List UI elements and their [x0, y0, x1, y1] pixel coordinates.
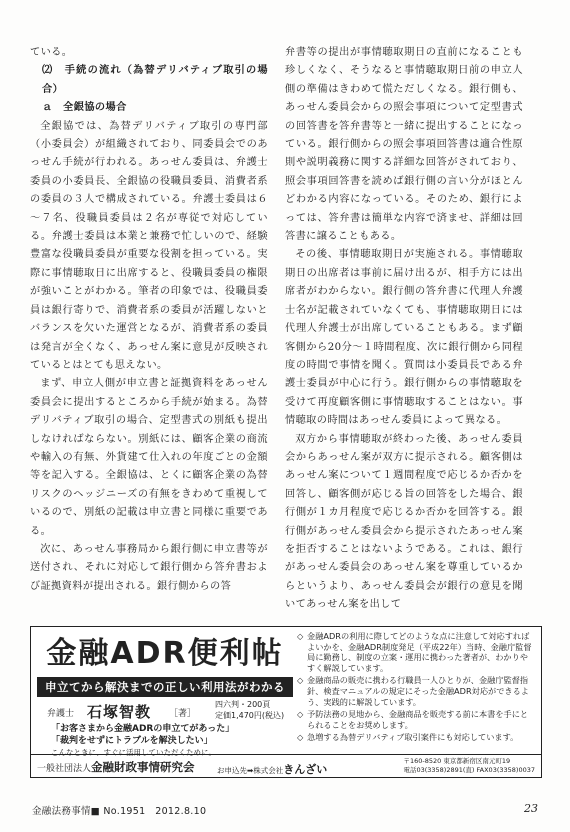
ad-publisher-bar	[31, 754, 541, 777]
ad-feature-item	[297, 732, 535, 743]
ad-feature-list	[297, 631, 535, 745]
ad-author-suffix: ［著］	[169, 709, 197, 719]
paragraph: 次に、あっせん事務局から銀行側に申立書等が送付され、それに対応して銀行側から答弁書および証拠資料が提出される。銀行側からの答	[30, 543, 268, 592]
book-advertisement	[30, 626, 542, 778]
ad-quote: 「お客さまから金融ADRの申立てがあった」	[51, 724, 235, 734]
ad-address	[403, 757, 535, 775]
ad-feature-text: 急増する為替デリバティブ取引案件にも対応しています。	[307, 732, 519, 743]
ad-inquiry	[217, 761, 327, 777]
ad-publisher-prefix: 一般社団法人	[37, 764, 92, 774]
ad-feature-text: 金融ADRの利用に際してどのような点に注意して対応すればよいかを、金融ADR制度発足（平成22年）当時、金融庁監督局に勤務し、制度の立案・運用に携わった著者が、わかりやすく解説しています。	[307, 631, 532, 673]
ad-book-title: 金融ADR便利帖	[46, 636, 284, 671]
ad-quote-note: こんなときに、すぐに活用していただくために。	[51, 748, 216, 757]
sub-heading: ａ 全銀協の場合	[42, 102, 127, 114]
paragraph: まず、申立人側が申立書と証拠資料をあっせん委員会に提出するところから手続が始まる。為替デリバティブ取引の場合、定型書式の別紙も提出しなければならない。別紙には、顧客企業の商流や輸入の有無、外貨建て仕入れの年度ごとの金額等を記入する。全銀協は、とくに顧客企業の為替リスクのヘッジニーズの有無をきわめて重視しているので、別紙の記載は申立書と同様に重要である。	[30, 378, 268, 537]
ad-feature-text: 予防法務の見地から、金融商品を販売する前に本書を手にとられることをお奨めします。	[307, 709, 529, 730]
paragraph-continued: ている。	[30, 47, 73, 58]
paragraph: 全銀協では、為替デリバティブ取引の専門部（小委員会）が組織されており、同委員会でのあっせん手続が行われる。あっせん委員は、弁護士委員の小委員長、全銀協の役職員委員、消費者系の委員の３人で構成されている。弁護士委員は６～７名、役職員委員は２名が専従で対応している。弁護士委員は本業と兼務で忙しいので、経験豊富な役職員委員が重要な役割を担っている。実際に事情聴取日に出席すると、役職員委員の権限が強いことがわかる。筆者の印象では、役職員委員は銀行寄りで、消費者系の委員が活躍しないとバランスを欠いた運営となるが、消費者系の委員は発言が全くなく、あっせん案に意見が反映されているとはとても思えない。	[30, 120, 268, 371]
ad-book-panel	[37, 633, 293, 757]
ad-author-name: 石塚智教	[87, 703, 152, 721]
paragraph-continued: 弁書等の提出が事情聴取期日の直前になることも珍しくなく、そうなると事情聴取期日前の申立人側の準備はきわめて慌ただしくなる。銀行側も、あっせん委員会からの照会事項について定型書式の回答書を答弁書等と一緒に提出することになっている。銀行側からの照会事項回答書は適合性原則や説明義務に関する詳細な回答がされており、照会事項回答書を読めば銀行側の言い分がほとんどわかる内容になっている。そのため、銀行によっては、答弁書は簡単な内容で済ませ、詳細は回答書に譲ることもある。	[285, 47, 523, 243]
ad-book-price: 定価1,470円(税込)	[215, 711, 285, 720]
ad-feature-item	[297, 675, 535, 707]
ad-feature-item	[297, 631, 535, 673]
page-number: 23	[524, 802, 538, 815]
ad-quote: 「裁判をせずにトラブルを解決したい」	[51, 736, 213, 746]
ad-feature-text: 金融商品の販売に携わる行職員一人ひとりが、金融庁監督指針、検査マニュアルの規定にそった金融ADR対応ができるよう、実践的に解説しています。	[307, 675, 529, 707]
ad-postal-address: 〒160-8520 東京都新宿区南元町19	[403, 757, 511, 765]
ad-book-format: 四六判・200頁	[215, 700, 271, 709]
journal-footer: 金融法務事情■ No.1951 2012.8.10	[32, 806, 207, 817]
diamond-bullet-icon: ◇	[297, 631, 304, 641]
right-column	[285, 44, 523, 615]
section-heading: ⑵ 手続の流れ（為替デリバティブ取引の場合）	[42, 65, 268, 95]
paragraph: 双方から事情聴取が終わった後、あっせん委員会からあっせん案が双方に提示される。顧客側はあっせん案について１週間程度で応じるか否かを回答し、顧客側が応じる旨の回答をした場合、銀行側が１カ月程度で応じるか否かを回答する。銀行側があっせん委員会から提示されたあっせん案を拒否することはないようである。これは、銀行があっせん委員会のあっせん案を尊重しているからというより、あっせん委員会が銀行の意見を聞いてあっせん案を出して	[285, 433, 523, 611]
ad-publisher-name: 金融財政事情研究会	[91, 760, 195, 774]
paragraph: その後、事情聴取期日が実施される。事情聴取期日の出席者は事前に届け出るが、相手方には出席者がわからない。銀行側の答弁書に代理人弁護士名が記載されていなくても、事情聴取期日には代理人弁護士が出席していることもある。まず顧客側から20分～１時間程度、次に銀行側から同程度の時間で事情を聞く。質問は小委員長である弁護士委員が中心に行う。銀行側からの事情聴取を受けて再度顧客側に事情聴取することはない。事情聴取の時間はあっせん委員によって異なる。	[285, 249, 523, 427]
diamond-bullet-icon: ◇	[297, 732, 304, 743]
ad-inquiry-prefix: お申込先➡株式会社	[217, 766, 284, 775]
diamond-bullet-icon: ◇	[297, 675, 304, 686]
ad-author-role: 弁護士	[47, 709, 75, 719]
left-column	[30, 44, 268, 596]
ad-phone: 電話03(3358)2891(直) FAX03(3358)0037	[403, 766, 535, 774]
ad-feature-item	[297, 709, 535, 730]
ad-publisher	[37, 759, 195, 775]
ad-book-spec	[215, 699, 291, 721]
ad-inquiry-company: きんざい	[283, 763, 328, 776]
diamond-bullet-icon: ◇	[297, 709, 304, 720]
ad-book-subtitle: 申立てから解決までの正しい利用法がわかる	[37, 677, 293, 697]
